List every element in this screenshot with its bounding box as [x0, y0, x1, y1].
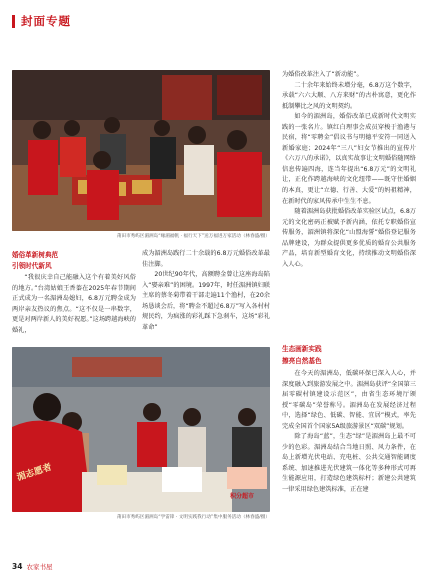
section-title: 封面专题 — [21, 14, 71, 28]
top-photo — [12, 70, 270, 231]
right-paragraph-1: 二十余年来始终未增分毫，6.8万这个数字，承载“六六大顺、八方来财”的古朴寓意，更化作抵制攀比之风的文明契约。 — [282, 81, 416, 110]
top-photo-illustration — [12, 70, 270, 231]
right-continuation: 为婚俗改革注入了“新动能”。 — [282, 71, 363, 78]
vest-text: 湄志愿者 — [15, 462, 54, 484]
right-section-heading-2: 擦亮自然基色 — [282, 357, 322, 365]
banner-text: 积分超市 — [230, 493, 255, 500]
page-footer — [12, 562, 52, 571]
right-top-column-text — [282, 70, 416, 334]
page-number: 34 — [12, 562, 23, 571]
middle-paragraph-1: 20世纪90年代，高额聘金曾让这座海岛陷入“娶亲难”的困境。1997年，时任湄洲镇妇联主席的蔡冬菊带着干部走遍11个渔村，在20余场恳谈会后，将“聘金不超过6.8万”写入各村村规民约，为疯涨的彩礼踩下急刹车，这场“彩礼革命” — [142, 271, 270, 331]
middle-continuation: 成为湄洲岛践行二十余载的6.8万元婚俗改革最佳注脚。 — [142, 250, 270, 268]
right-paragraph-3: 随着湄洲岛获批婚俗改革实验区试点，6.8万元的文化密码正被赋予新内涵，依托专职婚俗宣传服务，湄洲镇将深化“山盟海誓”婚俗登记服务品牌建设，为群众提供更多优质的婚育公共服务产品，培育新型婚育文化，持续推动文明婚俗深入人心。 — [282, 208, 416, 268]
left-section-heading-2: 引领时代新风 — [12, 262, 52, 270]
middle-column-text — [142, 249, 270, 339]
right-paragraph-2: 如今的湄洲岛，婚俗改革已成新时代文明实践的一张名片。镇红白理事会成员穿梭于渔港与民宿，将“零聘金”倡议书与明德平安符一同送入新婚家庭；2024年“三八”妇女节推出的宣传片《六万八的承诺》，以真实故事让文明婚俗随网络信息传遍四海，连当年提出“6.8万元”的文明礼让，正化作跨越海峡的文化纽带——既守住婚姻的本真，更让“立德、行善、大爱”的妈祖精神，在新时代的家风传承中生生不息。 — [282, 113, 416, 205]
right-bottom-column-text — [282, 369, 416, 553]
right-bottom-paragraph-1: 在今天的湄洲岛，低碳环保已深入人心，并深度融入到旅游发展之中。湄洲岛获评“全国第三届零碳村镇建设示范区”，由省生态环境厅颁授“零碳岛”荣誉称号。湄洲岛在发展经济过程中，选择“绿色、低碳、智能、宜居”模式，率先完成全国首个国家5A级旅游景区“双碳”规划。 — [282, 370, 416, 430]
top-photo-caption: 莆田市秀屿区湄洲岛“缘湄福帆 · 福行天下”送万福进万家活动（林春盛/摄） — [116, 234, 270, 239]
bottom-photo-illustration — [12, 347, 270, 512]
bottom-photo-caption: 莆田市秀屿区湄洲岛“学雷锋 · 文明实践我行动”集中服务活动（林春盛/摄） — [116, 515, 270, 520]
bottom-photo — [12, 347, 270, 512]
section-header — [12, 12, 71, 30]
section-marker — [12, 15, 15, 28]
left-section-heading-1: 婚俗革新树典范 — [12, 251, 59, 259]
left-column-text — [12, 273, 136, 339]
publication-name: 农家书屋 — [26, 563, 53, 571]
right-section-heading-1: 生态画新实践 — [282, 345, 322, 353]
left-paragraph-1: “我很庆幸自己能融入这个有着美好风俗的地方。”台湾姑娘王香蓁在2025年春节期间正式成为一名湄洲岛媳妇，6.8万元聘金成为两岸亲友热议的焦点。“这不仅是一串数字，更是对两岸新人的美好祝愿。”这场跨越海峡的婚礼， — [12, 274, 136, 334]
right-bottom-paragraph-2: 除了海岛“蓝”，生态“绿”是湄洲岛上最不可少的色彩。湄洲岛结合当地日照、风力条件，在岛上新增光伏电站、充电桩、公共交通智能调度系统、加速推进光伏建筑一体化等多种形式可再生能源应用，打造绿色建筑标杆；新建公共建筑一律采用绿色建筑标准，正在建 — [282, 433, 416, 494]
